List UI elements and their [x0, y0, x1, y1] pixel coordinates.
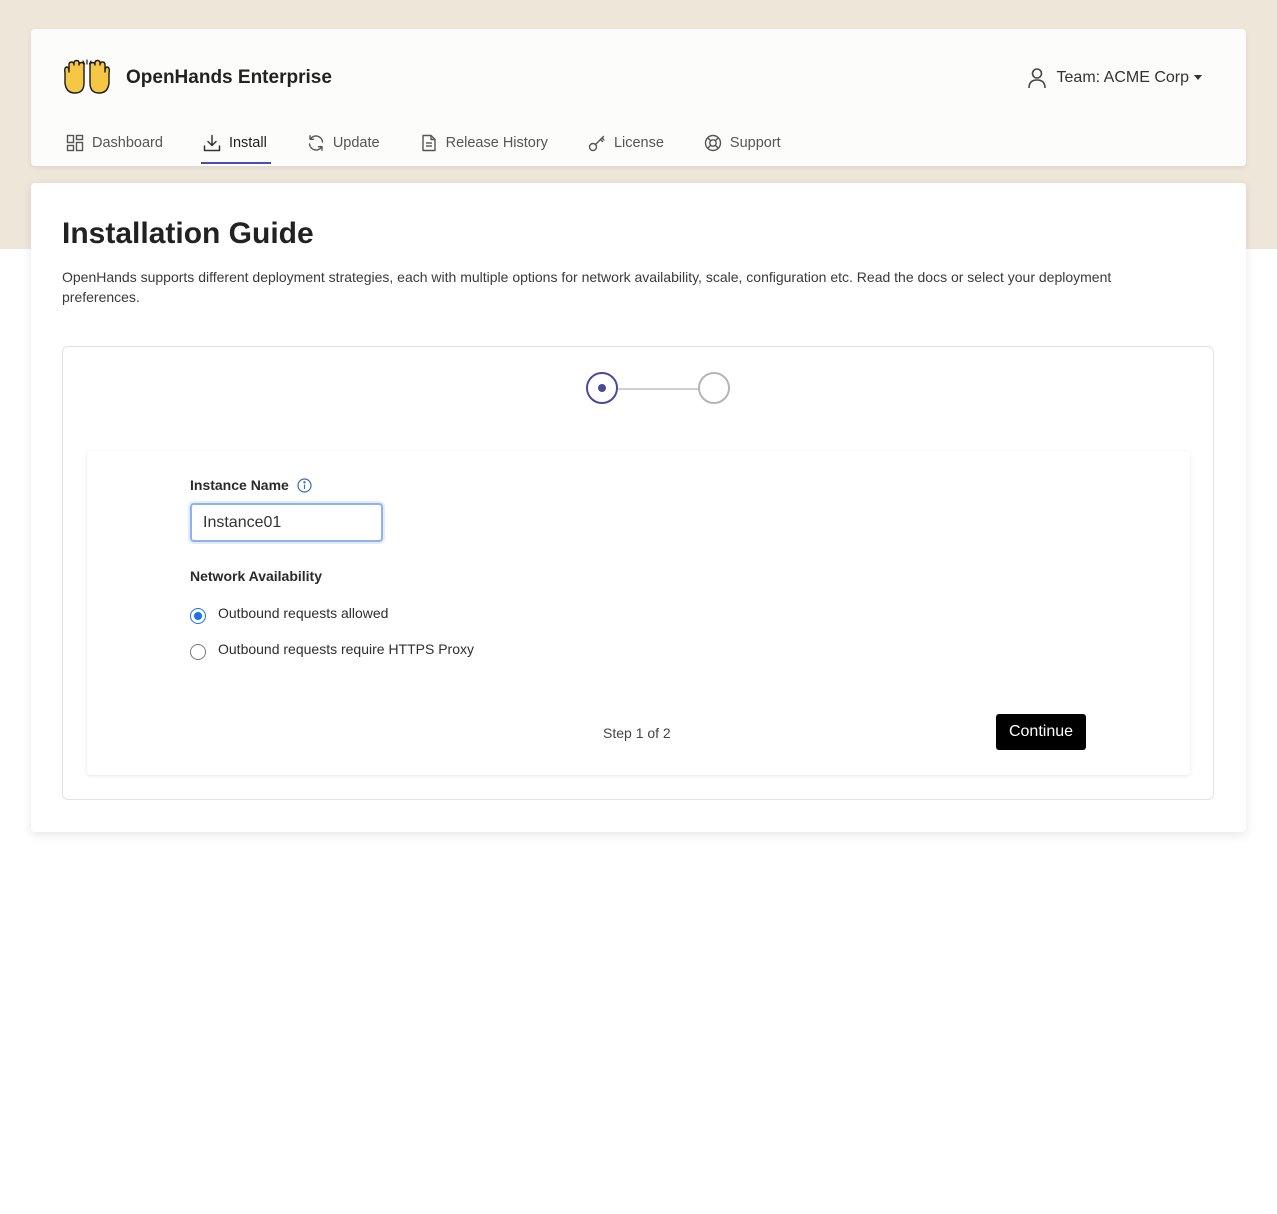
step-indicator-2[interactable]	[698, 372, 730, 404]
wizard-form	[87, 451, 1190, 775]
document-icon	[420, 134, 438, 152]
nav-label-release-history: Release History	[445, 135, 548, 151]
main-content	[31, 183, 1246, 832]
dashboard-icon	[66, 134, 84, 152]
step-indicator-1[interactable]	[586, 372, 618, 404]
nav-item-update[interactable]	[307, 131, 380, 166]
nav-item-support[interactable]	[704, 131, 781, 166]
radio-outbound-allowed[interactable]	[190, 608, 206, 624]
chevron-down-icon	[1194, 75, 1202, 80]
network-option-https-proxy[interactable]	[190, 638, 474, 660]
continue-button[interactable]: Continue	[996, 714, 1086, 750]
raised-hands-logo	[61, 59, 113, 97]
nav-item-dashboard[interactable]	[66, 131, 163, 166]
user-icon	[1027, 67, 1047, 89]
lifebuoy-icon	[704, 134, 722, 152]
nav-label-support: Support	[729, 135, 781, 151]
nav-item-release-history[interactable]	[420, 131, 548, 166]
nav-label-update: Update	[332, 135, 380, 151]
install-wizard	[62, 346, 1214, 800]
brand-name: OpenHands Enterprise	[126, 67, 332, 88]
page-title: Installation Guide	[62, 217, 314, 250]
nav-item-license[interactable]	[588, 131, 664, 166]
nav-label-install: Install	[228, 135, 267, 151]
download-icon	[203, 134, 221, 152]
key-icon	[588, 134, 606, 152]
stepper-connector	[618, 388, 698, 390]
refresh-icon	[307, 134, 325, 152]
app-header	[31, 29, 1246, 166]
page-description: OpenHands supports different deployment strategies, each with multiple options for network availability, scale, configuration etc. Read the docs or select your deployment preferences.	[62, 269, 1112, 305]
network-option-outbound-allowed[interactable]	[190, 602, 388, 624]
nav-item-install[interactable]	[203, 131, 267, 166]
radio-https-proxy[interactable]	[190, 644, 206, 660]
step-counter: Step 1 of 2	[603, 725, 671, 741]
brand[interactable]	[61, 59, 332, 97]
radio-label-https-proxy: Outbound requests require HTTPS Proxy	[218, 641, 475, 657]
radio-label-outbound-allowed: Outbound requests allowed	[218, 605, 389, 621]
stepper	[585, 370, 731, 406]
info-icon[interactable]	[297, 478, 312, 493]
nav-label-dashboard: Dashboard	[92, 135, 163, 151]
network-availability-label: Network Availability	[190, 568, 323, 584]
team-label: Team: ACME Corp	[1056, 69, 1189, 86]
instance-name-input[interactable]	[190, 503, 383, 542]
main-nav	[66, 131, 821, 166]
nav-label-license: License	[613, 135, 664, 151]
instance-name-label-text: Instance Name	[190, 477, 289, 493]
instance-name-label	[190, 477, 312, 493]
team-selector[interactable]	[1027, 67, 1202, 89]
